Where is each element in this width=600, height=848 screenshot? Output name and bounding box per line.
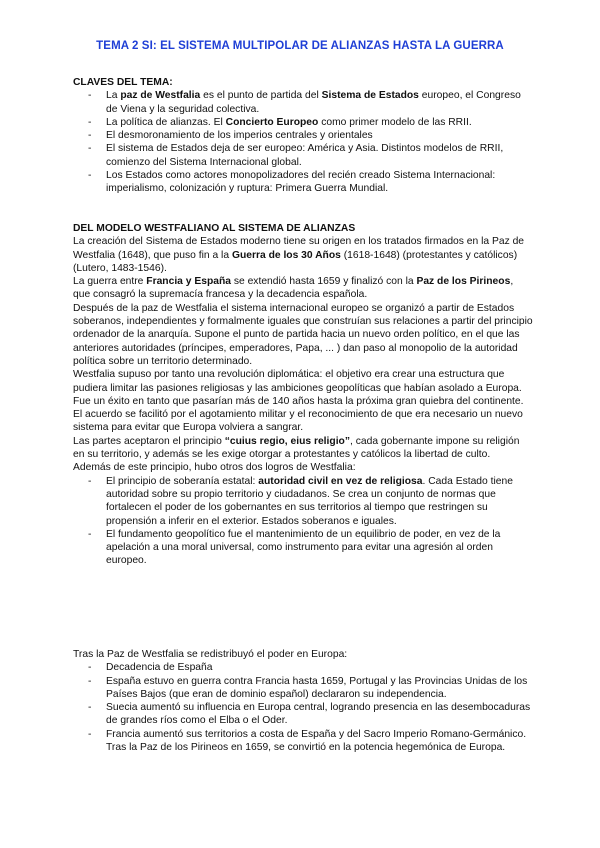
section-tras — [73, 648, 533, 754]
list-item: - España estuvo en guerra contra Francia hasta 1659, Portugal y las Provincias Unidas de los Países Bajos (que eran de dominio español) declararon su independencia. — [73, 675, 533, 702]
section-claves — [73, 76, 533, 196]
list-item: - Los Estados como actores monopolizadores del recién creado Sistema Internacional: imperialismo, colonización y ruptura: Primera Guerra Mundial. — [73, 169, 533, 196]
list-item: - Decadencia de España — [73, 661, 533, 674]
paragraph: La creación del Sistema de Estados moderno tiene su origen en los tratados firmados en la Paz de Westfalia (1648), que puso fin a la Guerra de los 30 Años (1618-1648) (protestantes y católicos) (Lutero, 1483-1546). — [73, 236, 525, 274]
list-item: - El principio de soberanía estatal: autoridad civil en vez de religiosa. Cada Estado tiene autoridad sobre su propio territorio y ciudadanos. Se crea un conjunto de normas que fortalecen el poder de los gobernantes en sus territorios al tiempo que restringen su propensión a inferir en el exterior. Estados soberanos e iguales. — [73, 475, 533, 528]
paragraph: El acuerdo se facilitó por el agotamiento militar y el reconocimiento de que era necesario un nuevo sistema para evitar que Europa volviera a sangrar. — [73, 409, 523, 434]
paragraph: Después de la paz de Westfalia el sistema internacional europeo se organizó a partir de Estados soberanos, independientes y formalmente iguales que construían sus relaciones a partir del principio ordenador de la anarquía. Supone el punto de partida hacia un nuevo orden político, en el que las anteriores autoridades (príncipes, emperadores, Papa, ... ) dan paso al monopolio de la autoridad política sobre un territorio determinado. — [73, 302, 533, 367]
claves-list — [73, 89, 533, 195]
list-item: - El sistema de Estados deja de ser europeo: América y Asia. Distintos modelos de RRII, comienzo del Sistema Internacional global. — [73, 142, 533, 169]
list-item: - La política de alianzas. El Concierto Europeo como primer modelo de las RRII. — [73, 116, 533, 129]
section-heading-westfalia: DEL MODELO WESTFALIANO AL SISTEMA DE ALIANZAS — [73, 223, 356, 234]
list-item: - El desmoronamiento de los imperios centrales y orientales — [73, 129, 533, 142]
logros-list — [73, 475, 533, 568]
page-title: TEMA 2 SI: EL SISTEMA MULTIPOLAR DE ALIANZAS HASTA LA GUERRA — [96, 40, 504, 52]
paragraph: Westfalia supuso por tanto una revolución diplomática: el objetivo era crear una estructura que pudiera limitar las pasiones religiosas y las ambiciones geopolíticas que habían asolado a Europa. Fue un éxito en tanto que pasarían más de 140 años hasta la próxima gran quiebra del continente. — [73, 369, 524, 407]
list-item: - Francia aumentó sus territorios a costa de España y del Sacro Imperio Romano-Germánico. Tras la Paz de los Pirineos en 1659, se convirtió en la potencia hegemónica de Europa. — [73, 728, 533, 755]
tras-list — [73, 661, 533, 754]
section-westfalia — [73, 222, 533, 568]
paragraph: Además de este principio, hubo otros dos logros de Westfalia: — [73, 462, 356, 474]
section-heading-claves: CLAVES DEL TEMA: — [73, 77, 173, 88]
list-item: - Suecia aumentó su influencia en Europa central, logrando presencia en las desembocaduras de grandes ríos como el Elba o el Oder. — [73, 701, 533, 728]
list-item: - La paz de Westfalia es el punto de partida del Sistema de Estados europeo, el Congreso de Viena y la seguridad colectiva. — [73, 89, 533, 116]
paragraph: Las partes aceptaron el principio “cuius regio, eius religio”, cada gobernante impone su religión en su territorio, y además se les exige otorgar a protestantes y católicos la libertad de culto. — [73, 435, 520, 461]
paragraph: La guerra entre Francia y España se extendió hasta 1659 y finalizó con la Paz de los Pirineos, que consagró la supremacía francesa y la decadencia española. — [73, 276, 514, 301]
list-item: - El fundamento geopolítico fue el mantenimiento de un equilibrio de poder, en vez de la apelación a una moral universal, como instrumento para evitar una agresión al orden europeo. — [73, 528, 533, 568]
paragraph: Tras la Paz de Westfalia se redistribuyó el poder en Europa: — [73, 649, 348, 660]
